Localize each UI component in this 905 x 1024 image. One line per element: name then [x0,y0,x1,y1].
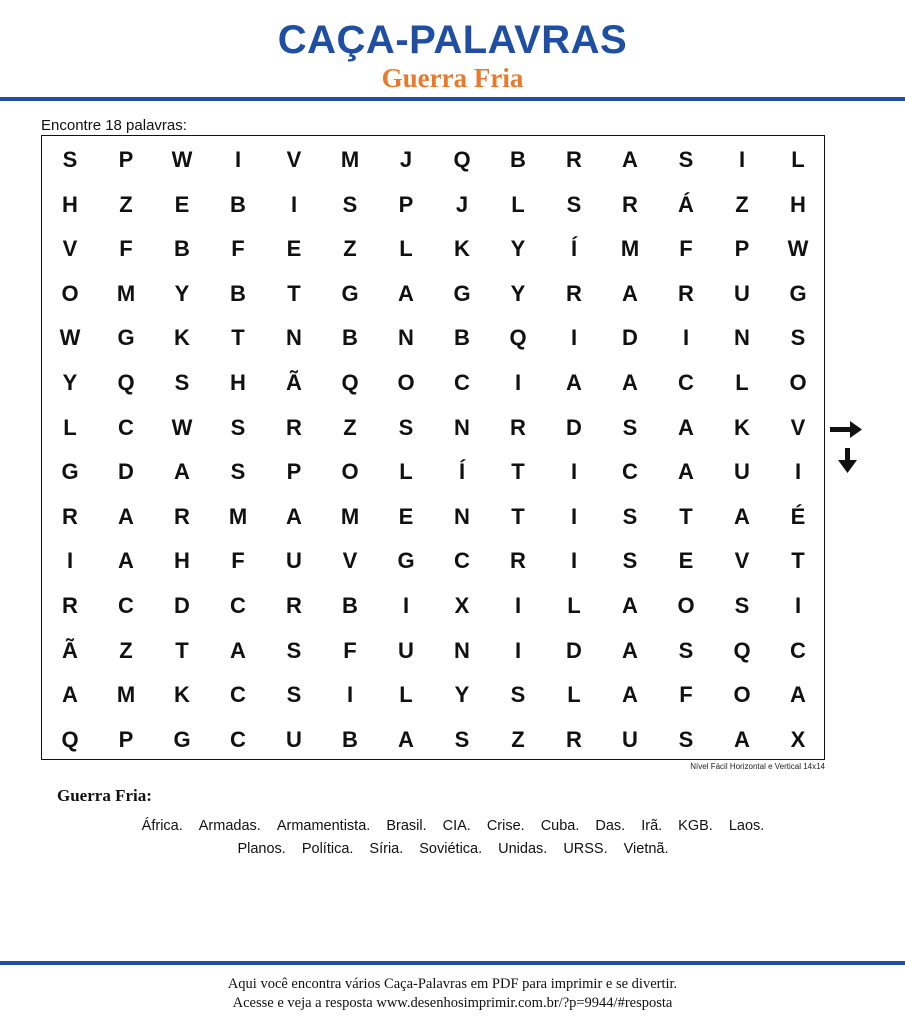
grid-cell[interactable]: B [230,191,246,217]
grid-cell[interactable]: S [510,682,526,708]
grid-cell[interactable]: Q [733,637,751,663]
grid-cell[interactable]: Ã [286,370,302,395]
grid-cell[interactable]: M [340,503,360,529]
grid-cell[interactable]: G [397,548,415,574]
grid-cell[interactable]: A [118,548,134,574]
grid-cell[interactable]: S [174,370,190,395]
grid-cell[interactable]: W [171,147,193,172]
grid-cell[interactable]: B [230,280,246,306]
grid-cell[interactable]: H [790,191,806,217]
grid-cell[interactable]: Q [341,370,359,395]
grid-cell[interactable]: W [59,325,81,351]
grid-cell[interactable]: D [566,637,582,663]
grid-cell[interactable]: X [790,726,806,752]
grid-cell[interactable]: M [228,503,248,529]
grid-cell[interactable]: D [566,414,582,440]
grid-cell[interactable]: L [511,191,525,217]
grid-cell[interactable]: Y [62,370,78,395]
grid-cell[interactable]: S [678,637,694,663]
grid-cell[interactable]: G [173,726,191,752]
grid-cell[interactable]: T [231,325,245,351]
grid-cell[interactable]: L [399,459,413,485]
grid-cell[interactable]: V [790,414,806,440]
grid-cell[interactable]: I [794,459,802,485]
direction-arrows [829,418,865,476]
grid-cell[interactable]: M [340,147,360,172]
grid-cell[interactable]: P [118,147,134,172]
grid-cell[interactable]: A [622,280,638,306]
grid-cell[interactable]: D [622,325,638,351]
grid-cell[interactable]: B [342,593,358,618]
grid-cell[interactable]: C [118,593,134,618]
grid-cell[interactable]: S [230,459,246,485]
grid-cell[interactable]: G [61,459,79,485]
grid-cell[interactable]: C [790,637,806,663]
grid-cell[interactable]: B [454,325,470,351]
grid-cell[interactable]: P [734,236,750,262]
grid-cell[interactable]: E [398,503,414,529]
grid-cell[interactable]: T [511,459,525,485]
level-note: Nível Fácil Horizontal e Vertical 14x14 [690,762,825,771]
grid-cell[interactable]: Q [61,726,79,752]
letter-grid [41,135,825,760]
grid-cell[interactable]: B [342,325,358,351]
grid-cell[interactable]: S [678,726,694,752]
grid-cell[interactable]: Q [453,147,471,172]
word-list-item: Laos. [728,818,765,834]
footer-line-2: Acesse e veja a resposta www.desenhosimprimir.com.br/?p=9944/#resposta [232,995,673,1011]
grid-cell[interactable]: Z [343,236,357,262]
grid-cell[interactable]: A [230,637,246,663]
grid-cell[interactable]: F [231,236,245,262]
grid-cell[interactable]: N [454,414,470,440]
grid-cell[interactable]: V [62,236,78,262]
grid-cell[interactable]: S [678,147,694,172]
grid-cell[interactable]: P [118,726,134,752]
grid-cell[interactable]: C [454,370,470,395]
word-list-item: Vietnã. [623,841,669,857]
grid-cell[interactable]: F [343,637,357,663]
grid-cell[interactable]: S [398,414,414,440]
word-list-item: Irã. [641,818,663,834]
word-list-item: Política. [301,841,354,857]
header-divider [0,97,905,101]
grid-cell[interactable]: V [342,548,358,574]
grid-cell[interactable]: A [678,459,694,485]
grid-cell[interactable]: L [399,236,413,262]
grid-cell[interactable]: T [679,503,693,529]
grid-cell[interactable]: O [677,593,695,618]
grid-cell[interactable]: S [734,593,750,618]
grid-cell[interactable]: U [734,459,750,485]
grid-cell[interactable]: X [454,593,470,618]
grid-cell[interactable]: I [570,325,578,351]
grid-cell[interactable]: I [794,593,802,618]
grid-cell[interactable]: B [342,726,358,752]
word-list-item: KGB. [678,818,713,834]
grid-cell[interactable]: S [622,548,638,574]
grid-cell[interactable]: B [174,236,190,262]
word-list-item: Brasil. [386,818,427,834]
word-list-title: Guerra Fria: [57,786,152,805]
grid-cell[interactable]: R [566,726,582,752]
grid-cell[interactable]: A [398,280,414,306]
grid-cell[interactable]: M [620,236,640,262]
grid-cell[interactable]: S [62,147,78,172]
grid-cell[interactable]: R [174,503,190,529]
grid-cell[interactable]: U [286,726,302,752]
grid-cell[interactable]: C [678,370,694,395]
grid-cell[interactable]: É [790,503,806,529]
grid-cell[interactable]: A [622,593,638,618]
grid-cell[interactable]: A [62,682,78,708]
grid-cell[interactable]: A [566,370,582,395]
grid-cell[interactable]: O [61,280,79,306]
word-list-item: Armadas. [198,818,261,834]
grid-cell[interactable]: I [514,370,522,395]
word-list-item: CIA. [442,818,471,834]
grid-cell[interactable]: K [454,236,470,262]
grid-cell[interactable]: W [787,236,809,262]
grid-cell[interactable]: L [735,370,749,395]
grid-cell[interactable]: F [679,682,693,708]
grid-cell[interactable]: Y [174,280,190,306]
grid-cell[interactable]: P [398,191,414,217]
arrow-down-icon [838,448,857,473]
grid-cell[interactable]: V [734,548,750,574]
grid-cell[interactable]: C [230,726,246,752]
grid-cell[interactable]: C [622,459,638,485]
grid-cell[interactable]: Í [458,459,466,485]
grid-cell[interactable]: L [567,593,581,618]
grid-cell[interactable]: M [116,280,136,306]
grid-cell[interactable]: A [790,682,806,708]
grid-cell[interactable]: R [566,147,582,172]
word-list-item: Síria. [369,841,404,857]
grid-cell[interactable]: H [230,370,246,395]
grid-cell[interactable]: D [118,459,134,485]
grid-cell[interactable]: T [791,548,805,574]
grid-cell[interactable]: U [286,548,302,574]
grid-cell[interactable]: R [286,593,302,618]
grid-cell[interactable]: O [789,370,807,395]
grid-cell[interactable]: S [286,637,302,663]
grid-cell[interactable]: P [286,459,302,485]
grid-cell[interactable]: I [290,191,298,217]
grid-cell[interactable]: N [734,325,750,351]
word-list-item: Das. [595,818,626,834]
grid-cell[interactable]: W [171,414,193,440]
grid-cell[interactable]: R [566,280,582,306]
grid-cell[interactable]: A [118,503,134,529]
grid-cell[interactable]: I [570,459,578,485]
grid-cell[interactable]: Q [509,325,527,351]
grid-cell[interactable]: U [398,637,414,663]
grid-cell[interactable]: A [734,726,750,752]
grid-cell[interactable]: S [230,414,246,440]
grid-cell[interactable]: J [455,191,469,217]
grid-cell[interactable]: J [399,147,413,172]
footer [0,975,905,1013]
grid-cell[interactable]: R [678,280,694,306]
word-list-item: Soviética. [419,841,483,857]
grid-cell[interactable]: Z [343,414,357,440]
grid-cell[interactable]: Z [119,637,133,663]
word-list-item: Planos. [237,841,286,857]
grid-cell[interactable]: F [679,236,693,262]
grid-cell[interactable]: R [622,191,638,217]
grid-cell[interactable]: H [174,548,190,574]
grid-cell[interactable]: R [510,414,526,440]
grid-cell[interactable]: Z [735,191,749,217]
grid-cell[interactable]: C [230,682,246,708]
grid-cell[interactable]: O [341,459,359,485]
grid-cell[interactable]: Y [510,280,526,306]
grid-cell[interactable]: A [622,637,638,663]
grid-cell[interactable]: S [286,682,302,708]
grid-cell[interactable]: A [622,682,638,708]
grid-cell[interactable]: S [622,503,638,529]
grid-cell[interactable]: T [175,637,189,663]
grid-cell[interactable]: S [790,325,806,351]
arrow-right-icon [830,421,862,438]
grid-cell[interactable]: I [514,637,522,663]
grid-cell[interactable]: C [118,414,134,440]
grid-cell[interactable]: A [622,370,638,395]
grid-cell[interactable]: G [117,325,135,351]
grid-cell[interactable]: I [514,593,522,618]
grid-cell[interactable]: I [738,147,746,172]
grid-cell[interactable]: R [510,548,526,574]
grid-cell[interactable]: K [734,414,750,440]
grid-cell[interactable]: R [62,593,78,618]
grid-cell[interactable]: O [397,370,415,395]
word-list-item: URSS. [563,841,608,857]
grid-cell[interactable]: C [454,548,470,574]
word-list-item: Armamentista. [276,818,371,834]
grid-cell[interactable]: E [286,236,302,262]
grid-cell[interactable]: F [119,236,133,262]
grid-cell[interactable]: C [230,593,246,618]
grid-cell[interactable]: I [682,325,690,351]
puzzle-instruction: Encontre 18 palavras: [41,117,187,134]
grid-cell[interactable]: R [286,414,302,440]
grid-cell[interactable]: I [346,682,354,708]
grid-cell[interactable]: Z [511,726,525,752]
grid-cell[interactable]: R [62,503,78,529]
grid-cell[interactable]: S [454,726,470,752]
grid-cell[interactable]: S [566,191,582,217]
grid-cell[interactable]: M [116,682,136,708]
footer-line-1: Aqui você encontra vários Caça-Palavras em PDF para imprimir e se divertir. [227,976,678,992]
word-list-item: Cuba. [540,818,580,834]
grid-cell[interactable]: G [453,280,471,306]
grid-cell[interactable]: U [734,280,750,306]
word-list-item: África. [141,818,183,834]
grid-cell[interactable]: A [174,459,190,485]
word-list-item: Crise. [486,818,525,834]
grid-cell[interactable]: L [63,414,77,440]
grid-cell[interactable]: A [734,503,750,529]
grid-cell[interactable]: L [791,147,805,172]
grid-cell[interactable]: I [66,548,74,574]
grid-cell[interactable]: N [286,325,302,351]
footer-divider [0,961,905,965]
grid-cell[interactable]: N [454,503,470,529]
word-list-row [41,838,865,861]
grid-cell[interactable]: O [733,682,751,708]
grid-cell[interactable]: Á [678,191,694,217]
grid-cell[interactable]: V [286,147,302,172]
grid-cell[interactable]: G [789,280,807,306]
grid-cell[interactable]: Y [510,236,526,262]
word-list-row [41,815,865,838]
grid-cell[interactable]: F [231,548,245,574]
grid-cell[interactable]: E [678,548,694,574]
grid-cell[interactable]: A [678,414,694,440]
grid-cell[interactable]: N [398,325,414,351]
grid-cell[interactable]: S [342,191,358,217]
grid-cell[interactable]: I [570,548,578,574]
grid-cell[interactable]: E [174,191,190,217]
grid-cell[interactable]: L [567,682,581,708]
grid-cell[interactable]: K [174,682,190,708]
grid-cell[interactable]: B [510,147,526,172]
grid-cell[interactable]: A [622,147,638,172]
page-subtitle: Guerra Fria [381,63,524,93]
grid-cell[interactable]: Ã [62,637,78,663]
grid-cell[interactable]: Z [119,191,133,217]
grid-cell[interactable]: Q [117,370,135,395]
grid-cell[interactable]: N [454,637,470,663]
grid-cell[interactable]: S [622,414,638,440]
word-list-item: Unidas. [498,841,548,857]
grid-cell[interactable]: H [62,191,78,217]
grid-cell[interactable]: I [402,593,410,618]
grid-cell[interactable]: I [234,147,242,172]
page-title: CAÇA-PALAVRAS [277,18,628,62]
grid-cell[interactable]: D [174,593,190,618]
grid-cell[interactable]: U [622,726,638,752]
grid-cell[interactable]: T [287,280,301,306]
word-list [41,815,865,861]
grid-cell[interactable]: A [286,503,302,529]
grid-cell[interactable]: Í [570,236,578,262]
grid-cell[interactable]: A [398,726,414,752]
grid-cell[interactable]: G [341,280,359,306]
grid-cell[interactable]: K [174,325,190,351]
grid-cell[interactable]: Y [454,682,470,708]
grid-cell[interactable]: L [399,682,413,708]
grid-cell[interactable]: I [570,503,578,529]
grid-cell[interactable]: T [511,503,525,529]
